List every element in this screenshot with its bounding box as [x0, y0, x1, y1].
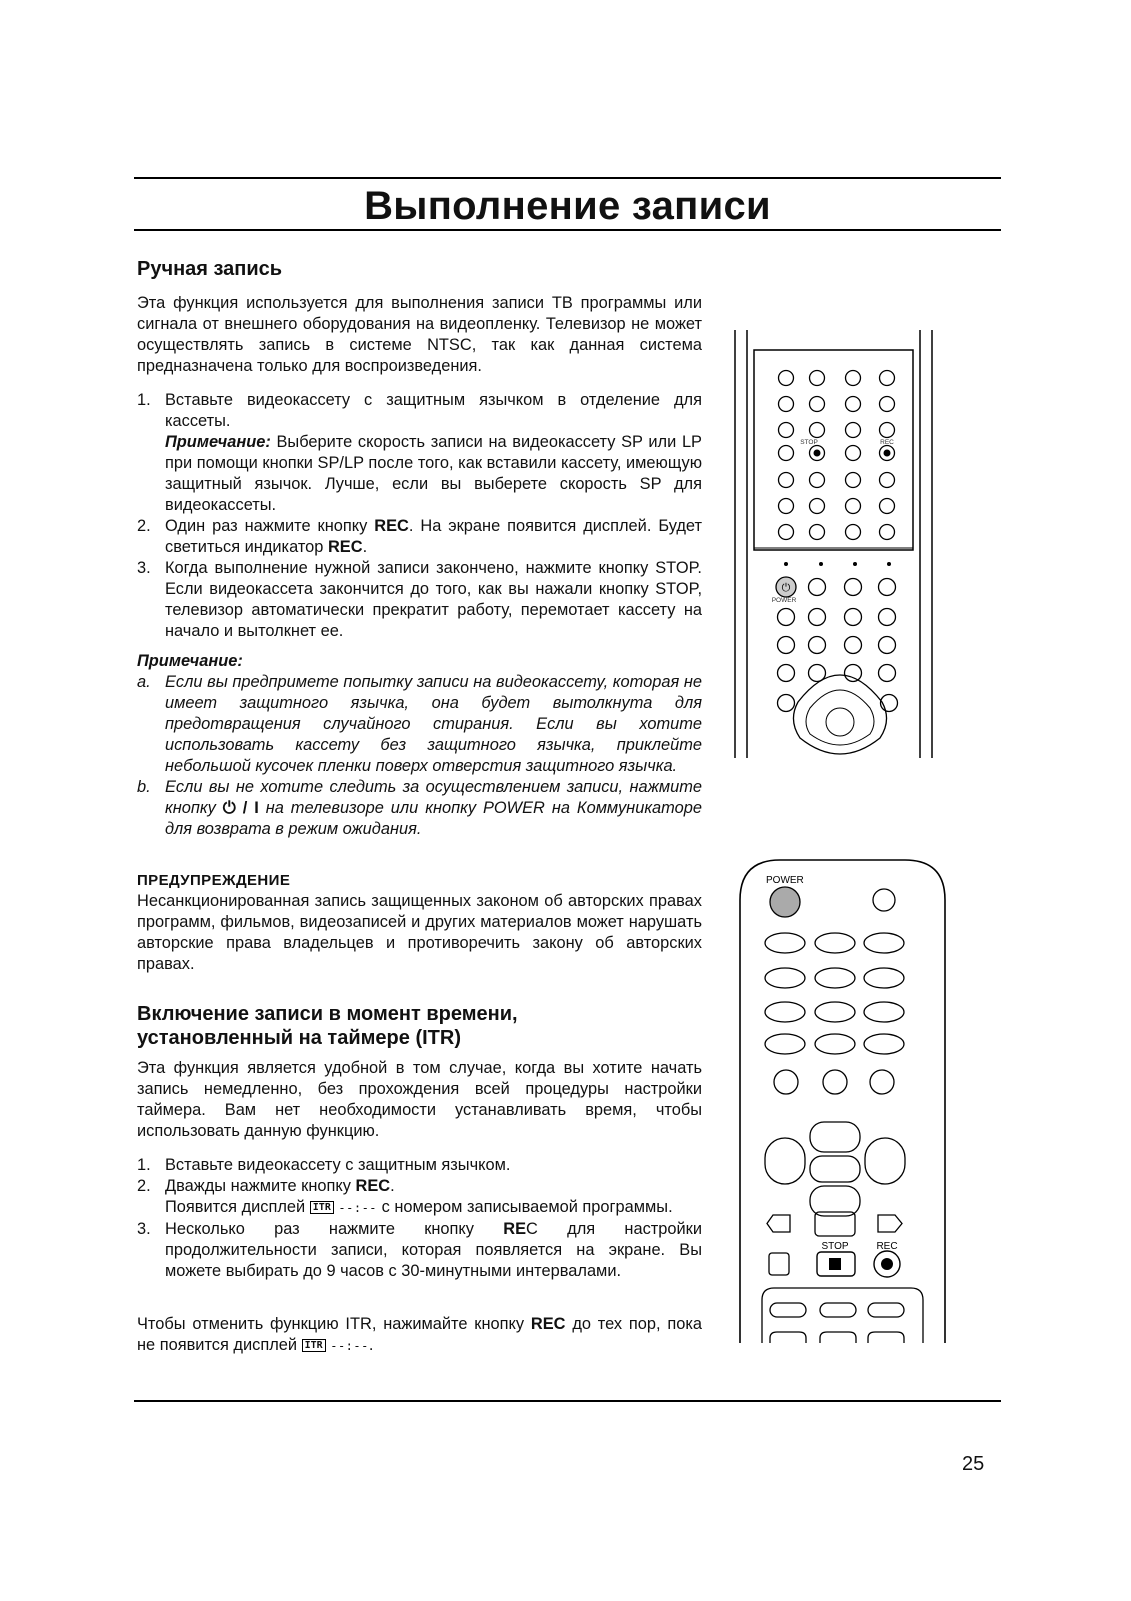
- remote1-button[interactable]: [846, 525, 861, 540]
- remote1-button[interactable]: [810, 371, 825, 386]
- remote1-power-label: POWER: [771, 597, 797, 604]
- step-text: Появится дисплей: [165, 1198, 306, 1216]
- remote2-stop-label: STOP: [821, 1241, 849, 1252]
- manual-heading: Ручная запись: [137, 258, 283, 280]
- top-rule: [134, 177, 1001, 179]
- remote2-up-button[interactable]: [810, 1122, 860, 1152]
- note-text: Если вы предпримете попытку записи на видеокассету, которая не имеет защитного язычка, она будет вытолкнута для предотвращения случайного стирания. Если вы хотите использовать кассету без защитного язычка, приклейте небольшой кусочек пленки поверх отверстия защитного язычка.: [165, 673, 702, 775]
- rewind-button[interactable]: [767, 1215, 790, 1232]
- cancel-text: до тех пор, пока не появится дисплей: [137, 1315, 703, 1354]
- warning-text: Несанкционированная запись защищенных законом об авторских правах программ, фильмов, видеозаписей и других материалов может нарушать авторские права владельцев и противоречить закону об авторских правах.: [137, 892, 702, 973]
- remote1-button[interactable]: [846, 397, 861, 412]
- remote2-oval-button[interactable]: [864, 1034, 904, 1054]
- note-b: [137, 777, 702, 840]
- rec-dot: [884, 450, 891, 457]
- remote1-button[interactable]: [879, 579, 896, 596]
- itr-step-3: [137, 1219, 702, 1282]
- step-text: Вставьте видеокассету с защитным язычком в отделение для кассеты.: [165, 391, 702, 430]
- remote2-right-button[interactable]: [865, 1138, 905, 1184]
- itr-steps: [137, 1155, 702, 1282]
- remote2-oval-button[interactable]: [864, 968, 904, 988]
- rec-key-label: RE: [503, 1220, 527, 1238]
- remote1-button[interactable]: [879, 665, 896, 682]
- stop-icon: [829, 1258, 841, 1270]
- cancel-text: Чтобы отменить функцию ITR, нажимайте кнопку: [137, 1315, 525, 1333]
- power-symbol: ⏻ / I: [222, 799, 259, 817]
- remote-illustration-bottom: [740, 860, 945, 1345]
- remote2-oval-button[interactable]: [765, 968, 805, 988]
- itr-cancel: [137, 1314, 702, 1357]
- remote1-button[interactable]: [810, 397, 825, 412]
- remote1-button[interactable]: [810, 499, 825, 514]
- remote1-button[interactable]: [779, 371, 794, 386]
- step1-note-text: Выберите скорость записи на видеокассету SP или LP при помощи кнопки SP/LP после того, как вставили кассету, имеющую защитный язычок. Лучше, если вы выберете скорость SP для видеокассеты.: [165, 433, 702, 514]
- note-a: [137, 672, 702, 777]
- rec-key-label: REC: [355, 1177, 391, 1195]
- remote1-button[interactable]: [779, 525, 794, 540]
- step-number: 2.: [137, 1177, 151, 1195]
- manual-steps: [137, 390, 702, 642]
- rec-key-label: REC: [530, 1315, 566, 1333]
- step-number: 1.: [137, 1156, 151, 1174]
- itr-display-box: ITR: [310, 1201, 334, 1214]
- step-text: Несколько раз нажмите кнопку: [165, 1220, 474, 1238]
- step-text: с номером записываемой программы.: [381, 1198, 673, 1216]
- step-number: 3.: [137, 1220, 151, 1238]
- itr-step-1: [137, 1155, 702, 1176]
- itr-display-dashes: --:--: [330, 1339, 369, 1353]
- itr-intro: [137, 1058, 702, 1142]
- remote2-button[interactable]: [823, 1070, 847, 1094]
- remote1-button[interactable]: [809, 637, 826, 654]
- remote1-button[interactable]: [879, 609, 896, 626]
- cancel-text: .: [368, 1336, 374, 1354]
- step1-note-label: Примечание:: [165, 433, 271, 451]
- step-text: Когда выполнение нужной записи закончено, нажмите кнопку STOP. Если видеокассета закончится до того, как вы нажали кнопку STOP, телевизор автоматически прекратит работу, перемотает кассету на начало и вытолкнет ее.: [165, 559, 702, 640]
- stop-dot: [814, 450, 821, 457]
- remote2-button[interactable]: [770, 1303, 806, 1317]
- remote1-button[interactable]: [779, 473, 794, 488]
- remote2-oval-button[interactable]: [864, 1002, 904, 1022]
- remote1-button[interactable]: [779, 446, 794, 461]
- step-text: Дважды нажмите кнопку: [165, 1177, 351, 1195]
- remote2-button[interactable]: [769, 1253, 789, 1275]
- rec-key-label: REC: [374, 517, 409, 535]
- remote2-button[interactable]: [820, 1303, 856, 1317]
- remote1-button[interactable]: [846, 446, 861, 461]
- remote1-stop-label: STOP: [800, 439, 818, 446]
- remote1-button[interactable]: [845, 665, 862, 682]
- note-letter: b.: [137, 778, 151, 796]
- remote1-rec-label: REC: [880, 439, 894, 446]
- remote1-button[interactable]: [846, 499, 861, 514]
- remote2-oval-button[interactable]: [864, 933, 904, 953]
- remote1-button[interactable]: [879, 637, 896, 654]
- remote1-button[interactable]: [880, 397, 895, 412]
- manual-notes: [137, 651, 702, 840]
- remote1-button[interactable]: [880, 499, 895, 514]
- remote1-button[interactable]: [846, 423, 861, 438]
- manual-intro-text: Эта функция используется для выполнения записи ТВ программы или сигнала от внешнего оборудования на видеопленку. Телевизор не может осуществлять запись в системе NTSC, так как данная система предназначена только для воспроизведения.: [137, 294, 702, 375]
- remote1-ok-button[interactable]: [826, 708, 854, 736]
- remote1-button[interactable]: [810, 473, 825, 488]
- note-label: Примечание:: [137, 652, 243, 670]
- remote1-button-grid: [778, 371, 898, 712]
- step-text: .: [390, 1177, 395, 1195]
- step-text: .: [362, 538, 368, 556]
- remote2-oval-buttons: [765, 933, 904, 1054]
- itr-display-box: ITR: [302, 1339, 326, 1352]
- remote2-oval-button[interactable]: [815, 1034, 855, 1054]
- remote1-button[interactable]: [810, 423, 825, 438]
- remote1-button[interactable]: [779, 499, 794, 514]
- step-text: C для настройки продолжительности записи, которая появляется на экране. Вы можете выбирать до 9 часов с 30-минутными интервалами.: [165, 1220, 702, 1280]
- remote2-oval-button[interactable]: [765, 933, 805, 953]
- rec-key-label: REC: [327, 538, 363, 556]
- step-number: 2.: [137, 517, 151, 535]
- manual-step-2: [137, 516, 702, 558]
- manual-step-1: [137, 390, 702, 516]
- remote1-button[interactable]: [810, 525, 825, 540]
- remote1-button[interactable]: [779, 423, 794, 438]
- remote1-button[interactable]: [845, 609, 862, 626]
- itr-intro-text: Эта функция является удобной в том случае, когда вы хотите начать запись немедленно, без прохождения всей процедуры настройки таймера. Вам нет необходимости устанавливать время, чтобы использовать данную функцию.: [137, 1059, 702, 1140]
- itr-heading-line2: установленный на таймере (ITR): [137, 1027, 461, 1049]
- remote2-left-button[interactable]: [765, 1138, 805, 1184]
- warning-block: [137, 870, 702, 975]
- remote1-button[interactable]: [846, 371, 861, 386]
- page-number: 25: [962, 1453, 985, 1475]
- remote2-button[interactable]: [868, 1303, 904, 1317]
- remote2-oval-button[interactable]: [765, 1002, 805, 1022]
- remote1-button[interactable]: [809, 609, 826, 626]
- remote1-button[interactable]: [880, 423, 895, 438]
- remote1-button[interactable]: [809, 579, 826, 596]
- remote1-button[interactable]: [778, 609, 795, 626]
- remote2-button[interactable]: [873, 889, 895, 911]
- remote1-button[interactable]: [846, 473, 861, 488]
- step-text: Один раз нажмите кнопку: [165, 517, 368, 535]
- step-text: . На экране появится дисплей. Будет светиться индикатор: [165, 517, 703, 556]
- manual-intro: [137, 293, 702, 377]
- warning-heading: ПРЕДУПРЕЖДЕНИЕ: [137, 872, 291, 889]
- remote1-button[interactable]: [778, 637, 795, 654]
- bottom-rule: [134, 1400, 1001, 1402]
- remote2-oval-button[interactable]: [815, 933, 855, 953]
- remote1-button[interactable]: [778, 665, 795, 682]
- remote1-button[interactable]: [845, 637, 862, 654]
- remote-illustration-top: [730, 330, 945, 760]
- title-underline: [134, 229, 1001, 231]
- remote2-button[interactable]: [870, 1070, 894, 1094]
- remote2-power-button[interactable]: [770, 887, 800, 917]
- step-number: 3.: [137, 559, 151, 577]
- note-text: на телевизоре или кнопку POWER на Коммуникаторе для возврата в режим ожидания.: [165, 799, 702, 838]
- remote1-button[interactable]: [779, 397, 794, 412]
- remote2-oval-button[interactable]: [815, 1002, 855, 1022]
- remote1-button[interactable]: [778, 695, 795, 712]
- remote1-button[interactable]: [880, 371, 895, 386]
- forward-button[interactable]: [878, 1215, 902, 1232]
- manual-step-3: [137, 558, 702, 642]
- remote2-oval-button[interactable]: [765, 1034, 805, 1054]
- remote1-button[interactable]: [845, 579, 862, 596]
- note-text: Если вы не хотите следить за осуществлением записи, нажмите кнопку: [165, 778, 702, 817]
- remote2-power-label: POWER: [766, 875, 804, 886]
- note-letter: a.: [137, 673, 151, 691]
- itr-heading: [137, 1002, 518, 1050]
- itr-heading-line1: Включение записи в момент времени,: [137, 1003, 518, 1025]
- remote1-button[interactable]: [880, 525, 895, 540]
- itr-display-dashes: --:--: [338, 1201, 378, 1215]
- itr-step-2: [137, 1176, 702, 1219]
- step-text: Вставьте видеокассету с защитным язычком.: [165, 1156, 511, 1174]
- step-number: 1.: [137, 391, 151, 409]
- power-icon: ⏻: [781, 582, 791, 594]
- remote2-oval-button[interactable]: [815, 968, 855, 988]
- remote2-button[interactable]: [774, 1070, 798, 1094]
- remote1-button[interactable]: [880, 473, 895, 488]
- remote2-center-button[interactable]: [810, 1156, 860, 1182]
- rec-icon: [881, 1258, 893, 1270]
- page-title: Выполнение записи: [364, 184, 771, 228]
- remote2-rec-label: REC: [876, 1241, 898, 1252]
